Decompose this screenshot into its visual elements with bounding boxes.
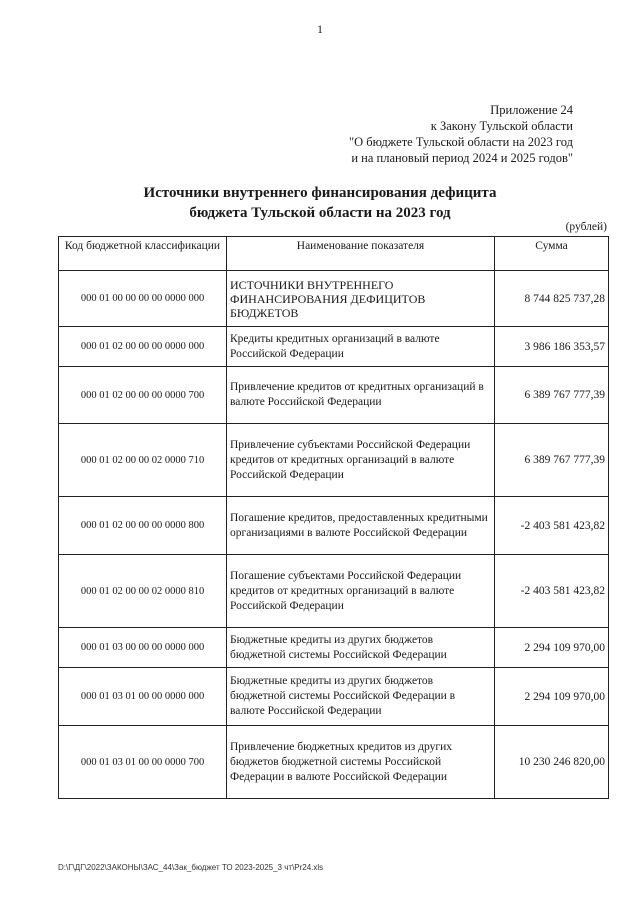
row-amount: 8 744 825 737,28 [495,271,609,327]
row-code: 000 01 02 00 00 00 0000 000 [59,327,227,367]
row-amount: 3 986 186 353,57 [495,327,609,367]
row-code: 000 01 02 00 00 00 0000 700 [59,367,227,424]
row-amount: -2 403 581 423,82 [495,497,609,555]
appendix-line: и на плановый период 2024 и 2025 годов" [351,151,573,165]
table-row [59,424,609,497]
row-amount: 6 389 767 777,39 [495,367,609,424]
header-amount: Сумма [495,237,609,271]
row-code: 000 01 02 00 00 02 0000 810 [59,555,227,628]
row-name: Привлечение субъектами Российской Федерации кредитов от кредитных организаций в валюте Российской Федерации [227,424,495,497]
table-row [59,367,609,424]
row-name: Привлечение кредитов от кредитных организаций в валюте Российской Федерации [227,367,495,424]
table-row [59,726,609,799]
table-row [59,555,609,628]
header-name: Наименование показателя [227,237,495,271]
header-code: Код бюджетной классификации [59,237,227,271]
title-line: Источники внутреннего финансирования дефицита [143,185,497,201]
row-code: 000 01 02 00 00 00 0000 800 [59,497,227,555]
appendix-line: к Закону Тульской области [430,119,573,133]
title-line: бюджета Тульской области на 2023 год [189,205,451,221]
row-amount: 2 294 109 970,00 [495,668,609,726]
document-title [0,183,640,223]
appendix-caption [349,102,573,166]
page-number: 1 [317,22,323,36]
table-row [59,628,609,668]
row-code: 000 01 03 01 00 00 0000 700 [59,726,227,799]
row-name: Бюджетные кредиты из других бюджетов бюджетной системы Российской Федерации [227,628,495,668]
row-code: 000 01 00 00 00 00 0000 000 [59,271,227,327]
row-amount: -2 403 581 423,82 [495,555,609,628]
appendix-line: "О бюджете Тульской области на 2023 год [349,135,573,149]
table-row [59,327,609,367]
row-code: 000 01 03 00 00 00 0000 000 [59,628,227,668]
row-code: 000 01 02 00 00 02 0000 710 [59,424,227,497]
units-label: (рублей) [565,221,607,233]
row-name: Бюджетные кредиты из других бюджетов бюджетной системы Российской Федерации в валюте Российской Федерации [227,668,495,726]
row-amount: 2 294 109 970,00 [495,628,609,668]
row-amount: 10 230 246 820,00 [495,726,609,799]
appendix-line: Приложение 24 [490,103,573,117]
row-name: ИСТОЧНИКИ ВНУТРЕННЕГО ФИНАНСИРОВАНИЯ ДЕФИЦИТОВ БЮДЖЕТОВ [227,271,495,327]
row-name: Кредиты кредитных организаций в валюте Российской Федерации [227,327,495,367]
file-path-footer: D:\Г\ДГ\2022\ЗАКОНЫ\ЗАС_44\Зак_бюджет ТО 2023-2025_3 чт\Pr24.xls [58,863,324,872]
table-row [59,271,609,327]
table-row [59,497,609,555]
row-amount: 6 389 767 777,39 [495,424,609,497]
row-name: Привлечение бюджетных кредитов из других бюджетов бюджетной системы Российской Федерации в валюте Российской Федерации [227,726,495,799]
row-code: 000 01 03 01 00 00 0000 000 [59,668,227,726]
budget-table [58,236,609,799]
row-name: Погашение субъектами Российской Федерации кредитов от кредитных организаций в валюте Российской Федерации [227,555,495,628]
table-row [59,668,609,726]
row-name: Погашение кредитов, предоставленных кредитными организациями в валюте Российской Федерации [227,497,495,555]
table-header-row [59,237,609,271]
